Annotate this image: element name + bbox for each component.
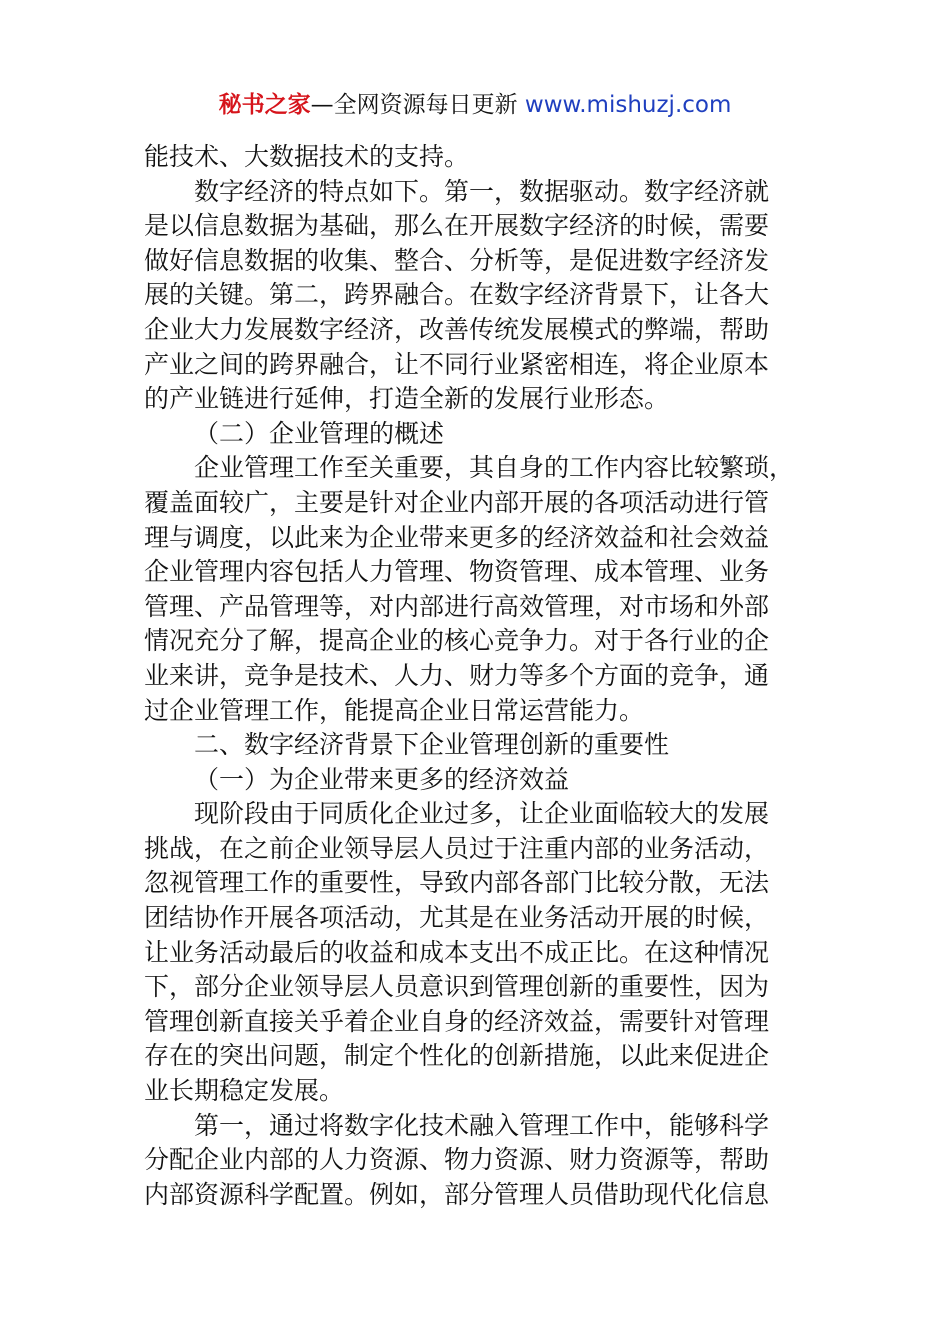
text-line: 现阶段由于同质化企业过多，让企业面临较大的发展 xyxy=(194,799,770,829)
text-line: 做好信息数据的收集、整合、分析等，是促进数字经济发 xyxy=(144,245,770,275)
text-line: 挑战，在之前企业领导层人员过于注重内部的业务活动， xyxy=(144,833,770,863)
text-line: 产业之间的跨界融合，让不同行业紧密相连，将企业原本 xyxy=(144,349,770,379)
text-line: 覆盖面较广，主要是针对企业内部开展的各项活动进行管 xyxy=(144,487,770,517)
text-line: （二）企业管理的概述 xyxy=(194,418,445,448)
text-line: 存在的突出问题，制定个性化的创新措施，以此来促进企 xyxy=(144,1041,770,1071)
text-line: 是以信息数据为基础，那么在开展数字经济的时候，需要 xyxy=(144,211,770,241)
text-line: 让业务活动最后的收益和成本支出不成正比。在这种情况 xyxy=(144,937,770,967)
header-tagline: —全网资源每日更新 xyxy=(310,92,525,118)
text-line: 企业大力发展数字经济，改善传统发展模式的弊端，帮助 xyxy=(144,314,770,344)
website-link[interactable]: www.mishuzj.com xyxy=(524,92,732,118)
text-line: 二、数字经济背景下企业管理创新的重要性 xyxy=(194,730,670,760)
text-line: 业来讲，竞争是技术、人力、财力等多个方面的竞争，通 xyxy=(144,660,770,690)
text-line: 展的关键。第二，跨界融合。在数字经济背景下，让各大 xyxy=(144,280,770,310)
text-line: 企业管理工作至关重要，其自身的工作内容比较繁琐， xyxy=(194,453,795,483)
page-header xyxy=(0,89,950,121)
text-line: 管理创新直接关乎着企业自身的经济效益，需要针对管理 xyxy=(144,1006,770,1036)
text-line: 内部资源科学配置。例如，部分管理人员借助现代化信息 xyxy=(144,1179,770,1209)
text-line: 情况充分了解，提高企业的核心竞争力。对于各行业的企 xyxy=(144,626,770,656)
text-line: 忽视管理工作的重要性，导致内部各部门比较分散，无法 xyxy=(144,868,770,898)
text-line: 第一，通过将数字化技术融入管理工作中，能够科学 xyxy=(194,1110,770,1140)
text-line: 团结协作开展各项活动，尤其是在业务活动开展的时候， xyxy=(144,903,770,933)
text-line: （一）为企业带来更多的经济效益 xyxy=(194,764,570,794)
text-line: 业长期稳定发展。 xyxy=(144,1076,345,1106)
text-line: 分配企业内部的人力资源、物力资源、财力资源等，帮助 xyxy=(144,1145,770,1175)
text-line: 下，部分企业领导层人员意识到管理创新的重要性，因为 xyxy=(144,972,770,1002)
text-line: 企业管理内容包括人力管理、物资管理、成本管理、业务 xyxy=(144,557,770,587)
text-line: 数字经济的特点如下。第一，数据驱动。数字经济就 xyxy=(194,176,770,206)
brand-name: 秘书之家 xyxy=(218,92,311,118)
text-line: 能技术、大数据技术的支持。 xyxy=(144,142,470,171)
text-line: 过企业管理工作，能提高企业日常运营能力。 xyxy=(144,695,645,725)
text-line: 理与调度，以此来为企业带来更多的经济效益和社会效益 xyxy=(144,522,770,552)
text-line: 管理、产品管理等，对内部进行高效管理，对市场和外部 xyxy=(144,591,770,621)
document-body xyxy=(144,140,824,1212)
text-line: 的产业链进行延伸，打造全新的发展行业形态。 xyxy=(144,384,670,414)
